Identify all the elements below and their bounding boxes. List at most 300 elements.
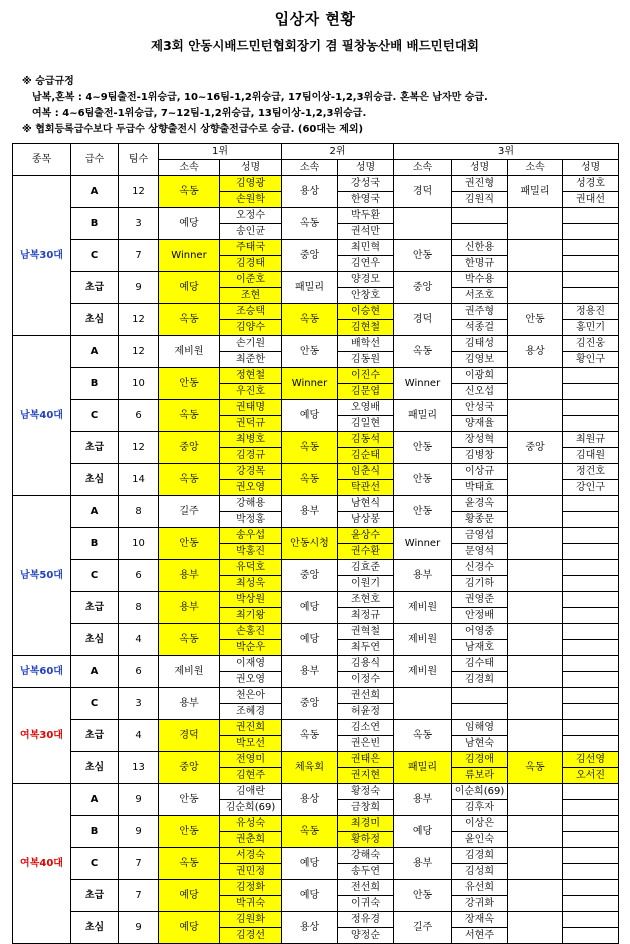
club-cell: 길주 xyxy=(394,912,452,944)
player-name-cell: 류보라 xyxy=(452,768,508,784)
club-cell xyxy=(508,240,563,272)
player-name-cell: 김원화 xyxy=(220,912,282,928)
club-cell xyxy=(394,208,452,240)
club-cell: 예당 xyxy=(159,208,220,240)
player-name-cell: 신한용 xyxy=(452,240,508,256)
club-cell: 옥동 xyxy=(159,176,220,208)
club-cell: 옥동 xyxy=(282,432,338,464)
header-names: 성명 xyxy=(563,160,619,176)
category-cell: 여복40대 xyxy=(13,784,71,944)
page-title: 입상자 현황 xyxy=(274,10,356,28)
player-name-cell xyxy=(563,400,619,416)
club-cell: 용부 xyxy=(159,592,220,624)
club-cell: 용부 xyxy=(394,784,452,816)
player-name-cell: 권태명 xyxy=(220,400,282,416)
player-name-cell: 강인구 xyxy=(563,480,619,496)
player-name-cell: 신오섭 xyxy=(452,384,508,400)
teams-cell: 4 xyxy=(119,720,159,752)
women-rule: 여복 : 4~6팀출전-1위승급, 7~12팀-1,2위승급, 13팀이상-1,2,3위승급. xyxy=(32,108,367,119)
teams-cell: 6 xyxy=(119,656,159,688)
club-cell xyxy=(508,688,563,720)
player-name-cell: 남재호 xyxy=(452,640,508,656)
player-name-cell: 권대선 xyxy=(563,192,619,208)
player-name-cell: 박상원 xyxy=(220,592,282,608)
grade-cell: 초심 xyxy=(71,464,119,496)
player-name-cell: 김정화 xyxy=(220,880,282,896)
grade-cell: 초급 xyxy=(71,880,119,912)
player-name-cell: 최경미 xyxy=(338,816,394,832)
player-name-cell: 오영배 xyxy=(338,400,394,416)
grade-cell: A xyxy=(71,176,119,208)
teams-cell: 7 xyxy=(119,880,159,912)
club-cell: 옥동 xyxy=(159,848,220,880)
player-name-cell: 김경희 xyxy=(452,848,508,864)
player-name-cell: 한영국 xyxy=(338,192,394,208)
result-row xyxy=(13,816,619,832)
club-cell: 예당 xyxy=(282,880,338,912)
grade-cell: A xyxy=(71,656,119,688)
player-name-cell: 정건호 xyxy=(563,464,619,480)
player-name-cell: 남현숙 xyxy=(452,736,508,752)
club-cell: 예당 xyxy=(282,624,338,656)
header-club: 소속 xyxy=(282,160,338,176)
player-name-cell xyxy=(563,624,619,640)
teams-cell: 6 xyxy=(119,400,159,432)
club-cell: 예당 xyxy=(282,848,338,880)
grade-cell: 초급 xyxy=(71,720,119,752)
player-name-cell: 권태은 xyxy=(338,752,394,768)
player-name-cell: 안성국 xyxy=(452,400,508,416)
club-cell: 옥동 xyxy=(282,720,338,752)
player-name-cell: 김용식 xyxy=(338,656,394,672)
club-cell xyxy=(508,912,563,944)
player-name-cell xyxy=(563,832,619,848)
player-name-cell: 송인균 xyxy=(220,224,282,240)
club-cell: 용부 xyxy=(282,496,338,528)
club-cell: 용상 xyxy=(282,784,338,816)
teams-cell: 8 xyxy=(119,496,159,528)
category-cell: 남복40대 xyxy=(13,336,71,496)
club-cell xyxy=(508,560,563,592)
player-name-cell xyxy=(563,528,619,544)
player-name-cell: 이승현 xyxy=(338,304,394,320)
player-name-cell: 김대원 xyxy=(563,448,619,464)
teams-cell: 4 xyxy=(119,624,159,656)
club-cell xyxy=(508,816,563,848)
category-cell: 남복30대 xyxy=(13,176,71,336)
player-name-cell: 금창희 xyxy=(338,800,394,816)
club-cell xyxy=(508,368,563,400)
club-cell xyxy=(508,624,563,656)
result-row xyxy=(13,656,619,672)
club-cell: 패밀리 xyxy=(394,400,452,432)
player-name-cell: 한명규 xyxy=(452,256,508,272)
player-name-cell: 박정홍 xyxy=(220,512,282,528)
player-name-cell: 권지현 xyxy=(338,768,394,784)
player-name-cell: 손원학 xyxy=(220,192,282,208)
club-cell: 옥동 xyxy=(282,816,338,848)
teams-cell: 10 xyxy=(119,528,159,560)
player-name-cell: 조현 xyxy=(220,288,282,304)
teams-cell: 9 xyxy=(119,784,159,816)
player-name-cell: 김영광 xyxy=(220,176,282,192)
player-name-cell: 임춘식 xyxy=(338,464,394,480)
club-cell: 옥동 xyxy=(282,304,338,336)
player-name-cell xyxy=(563,496,619,512)
header-second: 2위 xyxy=(282,144,394,160)
player-name-cell: 이재영 xyxy=(220,656,282,672)
result-row xyxy=(13,560,619,576)
player-name-cell: 어영중 xyxy=(452,624,508,640)
rule-title: ※ 승급규정 xyxy=(22,76,74,87)
player-name-cell: 김성희 xyxy=(452,864,508,880)
player-name-cell: 홍민기 xyxy=(563,320,619,336)
player-name-cell: 오정수 xyxy=(220,208,282,224)
grade-cell: 초급 xyxy=(71,432,119,464)
player-name-cell: 김경회 xyxy=(452,672,508,688)
player-name-cell xyxy=(563,416,619,432)
result-row xyxy=(13,240,619,256)
player-name-cell: 전선희 xyxy=(338,880,394,896)
header-third: 3위 xyxy=(394,144,619,160)
result-row xyxy=(13,464,619,480)
player-name-cell: 천은아 xyxy=(220,688,282,704)
category-cell: 남복50대 xyxy=(13,496,71,656)
player-name-cell xyxy=(563,784,619,800)
club-cell: 안동 xyxy=(394,464,452,496)
player-name-cell: 강해숙 xyxy=(338,848,394,864)
player-name-cell xyxy=(563,672,619,688)
player-name-cell: 김동석 xyxy=(338,432,394,448)
player-name-cell: 양정순 xyxy=(338,928,394,944)
club-cell xyxy=(508,848,563,880)
player-name-cell: 권진희 xyxy=(220,720,282,736)
player-name-cell: 김원직 xyxy=(452,192,508,208)
club-cell: 예당 xyxy=(159,272,220,304)
result-row xyxy=(13,208,619,224)
player-name-cell: 김영보 xyxy=(452,352,508,368)
grade-cell: A xyxy=(71,496,119,528)
player-name-cell xyxy=(563,368,619,384)
club-cell: 예당 xyxy=(159,880,220,912)
player-name-cell: 황인구 xyxy=(563,352,619,368)
grade-cell: 초급 xyxy=(71,592,119,624)
club-cell xyxy=(508,720,563,752)
player-name-cell: 김선영 xyxy=(563,752,619,768)
player-name-cell xyxy=(563,288,619,304)
club-cell: 패밀리 xyxy=(394,752,452,784)
player-name-cell: 권춘희 xyxy=(220,832,282,848)
player-name-cell: 권오영 xyxy=(220,480,282,496)
club-cell: 중앙 xyxy=(159,752,220,784)
player-name-cell xyxy=(563,256,619,272)
player-name-cell: 금영섭 xyxy=(452,528,508,544)
player-name-cell xyxy=(563,800,619,816)
grade-cell: B xyxy=(71,208,119,240)
player-name-cell xyxy=(563,576,619,592)
player-name-cell: 권혁철 xyxy=(338,624,394,640)
player-name-cell: 남현식 xyxy=(338,496,394,512)
club-cell: 제비원 xyxy=(394,592,452,624)
player-name-cell: 장성혁 xyxy=(452,432,508,448)
club-cell: 안동 xyxy=(394,432,452,464)
club-cell: 안동 xyxy=(159,368,220,400)
player-name-cell xyxy=(452,224,508,240)
header-grade: 급수 xyxy=(71,144,119,176)
player-name-cell xyxy=(563,736,619,752)
player-name-cell: 강성국 xyxy=(338,176,394,192)
club-cell: 중앙 xyxy=(508,432,563,464)
player-name-cell: 유성숙 xyxy=(220,816,282,832)
player-name-cell: 김후자 xyxy=(452,800,508,816)
player-name-cell: 조현호 xyxy=(338,592,394,608)
header-club: 소속 xyxy=(394,160,452,176)
player-name-cell: 양재율 xyxy=(452,416,508,432)
player-name-cell: 이광희 xyxy=(452,368,508,384)
player-name-cell: 서현주 xyxy=(452,928,508,944)
club-cell: 중앙 xyxy=(394,272,452,304)
player-name-cell: 김효준 xyxy=(338,560,394,576)
player-name-cell: 문영석 xyxy=(452,544,508,560)
result-row xyxy=(13,176,619,192)
results-body xyxy=(13,144,619,944)
header-category: 종목 xyxy=(13,144,71,176)
player-name-cell: 권주형 xyxy=(452,304,508,320)
club-cell: 예당 xyxy=(394,816,452,848)
player-name-cell: 권영준 xyxy=(452,592,508,608)
club-cell: 예당 xyxy=(282,592,338,624)
header-names: 성명 xyxy=(220,160,282,176)
player-name-cell: 권은빈 xyxy=(338,736,394,752)
club-cell: 안동 xyxy=(282,336,338,368)
grade-cell: 초심 xyxy=(71,624,119,656)
teams-cell: 12 xyxy=(119,176,159,208)
player-name-cell: 박두환 xyxy=(338,208,394,224)
player-name-cell: 양경모 xyxy=(338,272,394,288)
player-name-cell: 이순희(69) xyxy=(452,784,508,800)
player-name-cell: 송두연 xyxy=(338,864,394,880)
player-name-cell: 박홍진 xyxy=(220,544,282,560)
player-name-cell: 권오영 xyxy=(220,672,282,688)
club-cell: 패밀리 xyxy=(282,272,338,304)
player-name-cell: 김문엽 xyxy=(338,384,394,400)
club-cell: 용상 xyxy=(508,336,563,368)
player-name-cell: 김현주 xyxy=(220,768,282,784)
club-cell xyxy=(508,656,563,688)
teams-cell: 6 xyxy=(119,560,159,592)
player-name-cell: 최민혁 xyxy=(338,240,394,256)
player-name-cell: 성경호 xyxy=(563,176,619,192)
club-cell xyxy=(394,688,452,720)
player-name-cell: 송우섭 xyxy=(220,528,282,544)
player-name-cell: 김진웅 xyxy=(563,336,619,352)
player-name-cell xyxy=(452,208,508,224)
player-name-cell: 윤경옥 xyxy=(452,496,508,512)
player-name-cell: 유선희 xyxy=(452,880,508,896)
teams-cell: 9 xyxy=(119,816,159,848)
grade-cell: B xyxy=(71,816,119,848)
player-name-cell: 강경목 xyxy=(220,464,282,480)
club-cell: 제비원 xyxy=(159,336,220,368)
club-cell: 중앙 xyxy=(159,432,220,464)
club-cell: 중앙 xyxy=(282,688,338,720)
player-name-cell xyxy=(563,896,619,912)
teams-cell: 13 xyxy=(119,752,159,784)
player-name-cell: 조혜경 xyxy=(220,704,282,720)
player-name-cell xyxy=(563,544,619,560)
player-name-cell: 최기왕 xyxy=(220,608,282,624)
result-row xyxy=(13,880,619,896)
grade-cell: A xyxy=(71,336,119,368)
teams-cell: 14 xyxy=(119,464,159,496)
player-name-cell: 권덕규 xyxy=(220,416,282,432)
grade-cell: A xyxy=(71,784,119,816)
club-cell: 패밀리 xyxy=(508,176,563,208)
promotion-rules xyxy=(22,74,488,138)
player-name-cell: 정용진 xyxy=(563,304,619,320)
club-cell: 제비원 xyxy=(394,656,452,688)
player-name-cell: 김순희(69) xyxy=(220,800,282,816)
player-name-cell: 김순태 xyxy=(338,448,394,464)
result-row xyxy=(13,400,619,416)
header-club: 소속 xyxy=(159,160,220,176)
club-cell: 제비원 xyxy=(159,656,220,688)
player-name-cell: 배학선 xyxy=(338,336,394,352)
player-name-cell: 전영미 xyxy=(220,752,282,768)
player-name-cell xyxy=(563,688,619,704)
club-cell: 용부 xyxy=(159,688,220,720)
player-name-cell xyxy=(563,512,619,528)
club-cell: 옥동 xyxy=(282,208,338,240)
player-name-cell xyxy=(563,864,619,880)
club-cell: 안동 xyxy=(159,816,220,848)
player-name-cell xyxy=(563,704,619,720)
club-cell: 안동 xyxy=(159,528,220,560)
club-cell: 옥동 xyxy=(159,464,220,496)
club-cell: 옥동 xyxy=(508,752,563,784)
club-cell: 안동 xyxy=(394,496,452,528)
club-cell: Winner xyxy=(159,240,220,272)
result-row xyxy=(13,624,619,640)
player-name-cell: 김경태 xyxy=(220,256,282,272)
results-table xyxy=(12,143,619,944)
header-teams: 팀수 xyxy=(119,144,159,176)
player-name-cell: 황정숙 xyxy=(338,784,394,800)
men-rule: 남복,혼복 : 4~9팀출전-1위승급, 10~16팀-1,2위승급, 17팀이상-1,2,3위승급. 혼복은 남자만 승급. xyxy=(32,92,488,103)
player-name-cell: 정유경 xyxy=(338,912,394,928)
player-name-cell: 남상봉 xyxy=(338,512,394,528)
header-names: 성명 xyxy=(338,160,394,176)
player-name-cell: 이상규 xyxy=(452,464,508,480)
teams-cell: 7 xyxy=(119,848,159,880)
result-row xyxy=(13,368,619,384)
result-row xyxy=(13,304,619,320)
player-name-cell: 김경선 xyxy=(220,928,282,944)
club-cell xyxy=(508,784,563,816)
player-name-cell: 김병창 xyxy=(452,448,508,464)
player-name-cell: 최준한 xyxy=(220,352,282,368)
club-cell: 용부 xyxy=(282,656,338,688)
player-name-cell: 윤상수 xyxy=(338,528,394,544)
club-cell: Winner xyxy=(394,368,452,400)
category-cell: 남복60대 xyxy=(13,656,71,688)
teams-cell: 9 xyxy=(119,912,159,944)
result-row xyxy=(13,272,619,288)
result-row xyxy=(13,784,619,800)
player-name-cell: 김애란 xyxy=(220,784,282,800)
result-row xyxy=(13,912,619,928)
player-name-cell: 이상은 xyxy=(452,816,508,832)
player-name-cell: 강해용 xyxy=(220,496,282,512)
grade-cell: B xyxy=(71,368,119,400)
player-name-cell: 김태성 xyxy=(452,336,508,352)
club-cell: 안동 xyxy=(394,240,452,272)
player-name-cell: 서조호 xyxy=(452,288,508,304)
player-name-cell: 최두연 xyxy=(338,640,394,656)
player-name-cell xyxy=(563,592,619,608)
result-row xyxy=(13,848,619,864)
result-row xyxy=(13,336,619,352)
player-name-cell: 김연우 xyxy=(338,256,394,272)
player-name-cell: 김소연 xyxy=(338,720,394,736)
player-name-cell: 우진호 xyxy=(220,384,282,400)
club-cell: 안동 xyxy=(394,880,452,912)
player-name-cell: 권진형 xyxy=(452,176,508,192)
club-cell xyxy=(508,592,563,624)
player-name-cell: 김동원 xyxy=(338,352,394,368)
player-name-cell: 탁관선 xyxy=(338,480,394,496)
grade-cell: B xyxy=(71,528,119,560)
club-cell: 옥동 xyxy=(159,400,220,432)
result-row xyxy=(13,720,619,736)
club-cell xyxy=(508,496,563,528)
player-name-cell: 조승택 xyxy=(220,304,282,320)
player-name-cell: 석종걸 xyxy=(452,320,508,336)
header-names: 성명 xyxy=(452,160,508,176)
grade-cell: 초심 xyxy=(71,304,119,336)
grade-cell: C xyxy=(71,560,119,592)
player-name-cell: 김일현 xyxy=(338,416,394,432)
player-name-cell: 박태효 xyxy=(452,480,508,496)
player-name-cell: 손홍진 xyxy=(220,624,282,640)
result-row xyxy=(13,432,619,448)
player-name-cell: 황하정 xyxy=(338,832,394,848)
result-row xyxy=(13,752,619,768)
player-name-cell: 박귀숙 xyxy=(220,896,282,912)
player-name-cell xyxy=(563,720,619,736)
club-cell: 경덕 xyxy=(394,304,452,336)
club-cell: Winner xyxy=(282,368,338,400)
teams-cell: 12 xyxy=(119,336,159,368)
player-name-cell xyxy=(563,640,619,656)
player-name-cell xyxy=(563,560,619,576)
player-name-cell: 권선희 xyxy=(338,688,394,704)
teams-cell: 8 xyxy=(119,592,159,624)
teams-cell: 12 xyxy=(119,432,159,464)
grade-cell: 초급 xyxy=(71,272,119,304)
club-cell: Winner xyxy=(394,528,452,560)
club-cell: 중앙 xyxy=(282,560,338,592)
player-name-cell: 이정수 xyxy=(338,672,394,688)
club-cell: 예당 xyxy=(159,912,220,944)
player-name-cell xyxy=(563,928,619,944)
player-name-cell xyxy=(563,608,619,624)
player-name-cell: 이원기 xyxy=(338,576,394,592)
result-row xyxy=(13,592,619,608)
header-first: 1위 xyxy=(159,144,282,160)
club-cell: 체육회 xyxy=(282,752,338,784)
player-name-cell: 최원규 xyxy=(563,432,619,448)
